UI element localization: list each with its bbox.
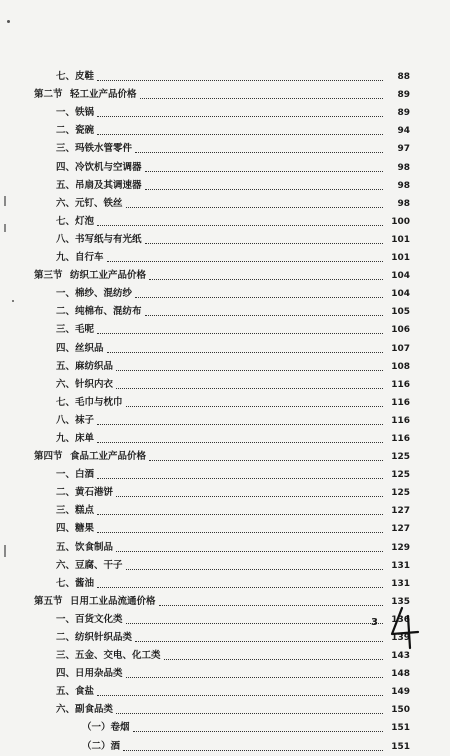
toc-page-number: 135: [391, 596, 410, 607]
toc-entry-number: 第三节: [34, 270, 63, 282]
dot-leader: [97, 478, 383, 479]
toc-entry-number: 第二节: [34, 89, 63, 101]
toc-entry-number: （一）: [82, 722, 111, 734]
toc-page-number: 131: [391, 578, 410, 589]
dot-leader: [97, 424, 383, 425]
toc-entry: [34, 231, 410, 249]
toc-entry: [34, 719, 410, 737]
toc-page-number: 98: [397, 180, 410, 191]
toc-entry: [34, 502, 410, 520]
toc-entry: [34, 394, 410, 412]
toc-entry-number: 六、: [56, 378, 76, 390]
dot-leader: [97, 225, 383, 226]
dot-leader: [116, 713, 383, 714]
toc-entry-number: 四、: [56, 668, 76, 680]
toc-entry: [34, 213, 410, 231]
toc-entry-title: 轻工业产品价格: [70, 89, 137, 101]
toc-page-number: 125: [391, 470, 410, 481]
dot-leader: [149, 279, 383, 280]
toc-entry-number: （二）: [82, 740, 111, 752]
toc-entry: [34, 195, 410, 213]
toc-page-number: 116: [391, 397, 410, 408]
toc-entry: [34, 122, 410, 140]
scan-gutter-mark: [4, 196, 6, 206]
toc-entry: [34, 737, 410, 755]
scan-gutter-mark: [4, 545, 6, 557]
toc-entry-title: 纯棉布、混纺布: [75, 306, 142, 318]
toc-section-heading: [34, 267, 410, 285]
toc-entry-title: 豆腐、干子: [75, 559, 123, 571]
dot-leader: [133, 731, 383, 732]
toc-entry-number: 六、: [56, 704, 76, 716]
toc-page-number: 116: [391, 433, 410, 444]
toc-page-number: 98: [397, 198, 410, 209]
toc-entry-number: 二、: [56, 632, 76, 643]
toc-entry-title: 白酒: [75, 469, 95, 481]
dot-leader: [116, 370, 383, 371]
toc-entry-number: 一、: [56, 107, 76, 119]
toc-entry: [34, 683, 410, 701]
toc-entry: [34, 520, 410, 538]
toc-entry-title: 五金、交电、化工类: [75, 650, 161, 662]
toc-entry-number: 七、: [56, 396, 76, 408]
toc-page-number: 104: [391, 289, 410, 300]
toc-entry-number: 八、: [56, 414, 76, 426]
toc-entry-title: 糕点: [75, 505, 95, 517]
dot-leader: [116, 496, 383, 497]
toc-page-number: 89: [397, 90, 410, 101]
toc-entry: [34, 249, 410, 267]
toc-entry-number: 五、: [56, 179, 76, 191]
dot-leader: [135, 641, 383, 642]
toc-page-number: 100: [391, 216, 410, 227]
toc-entry: [34, 647, 410, 665]
toc-page-number: 105: [391, 307, 410, 318]
handwritten-page-mark: [388, 606, 422, 650]
toc-entry: [34, 701, 410, 719]
dot-leader: [97, 514, 383, 515]
toc-entry-number: 九、: [56, 432, 76, 444]
dot-leader: [140, 98, 383, 99]
toc-entry: [34, 339, 410, 357]
toc-entry: [34, 665, 410, 683]
toc-page-number: 151: [391, 723, 410, 734]
toc-entry-title: 食盐: [75, 686, 95, 698]
toc-entry-title: 棉纱、混纺纱: [75, 288, 133, 300]
dot-leader: [97, 442, 383, 443]
toc-entry: [34, 466, 410, 484]
toc-entry-number: 二、: [56, 306, 76, 318]
toc-entry-number: 四、: [56, 161, 76, 173]
toc-entry-number: 六、: [56, 559, 76, 571]
toc-page-number: 107: [391, 343, 410, 354]
dot-leader: [97, 80, 383, 81]
toc-entry-number: 三、: [56, 324, 76, 336]
dot-leader: [97, 134, 383, 135]
toc-entry-title: 酱油: [75, 577, 95, 589]
toc-entry-number: 五、: [56, 360, 76, 372]
toc-entry-title: 毛呢: [75, 324, 95, 336]
toc-entry-number: 四、: [56, 342, 76, 354]
dot-leader: [123, 750, 383, 751]
scan-speck: [7, 20, 10, 23]
dot-leader: [126, 406, 383, 407]
dot-leader: [97, 116, 383, 117]
toc-entry-number: 二、: [56, 487, 76, 499]
dot-leader: [135, 297, 383, 298]
toc-page-number: 139: [391, 633, 410, 643]
toc-entry-number: 一、: [56, 613, 76, 625]
toc-page-number: 129: [391, 542, 410, 553]
page-number: 3: [371, 617, 378, 628]
toc-entry-title: 纺织针织品类: [75, 632, 133, 643]
toc-entry-number: 三、: [56, 650, 76, 662]
toc-entry: [34, 611, 410, 629]
dot-leader: [145, 243, 383, 244]
toc-page-number: 104: [391, 271, 410, 282]
toc-entry-number: 第四节: [34, 451, 63, 463]
toc-entry-title: 冷饮机与空调器: [75, 161, 142, 173]
dot-leader: [107, 352, 383, 353]
toc-entry-number: 九、: [56, 252, 76, 264]
toc-page-number: 116: [391, 415, 410, 426]
toc-page-number: 136: [391, 614, 410, 625]
toc-entry-title: 皮鞋: [75, 71, 95, 83]
toc-page-number: 98: [397, 162, 410, 173]
toc-page-number: 108: [391, 361, 410, 372]
toc-page-number: 116: [391, 379, 410, 390]
toc-entry-title: 铁锅: [75, 107, 95, 119]
dot-leader: [145, 189, 383, 190]
toc-entry-title: 饮食制品: [75, 541, 114, 553]
dot-leader: [116, 388, 383, 389]
dot-leader: [126, 623, 383, 624]
dot-leader: [126, 677, 383, 678]
toc-entry: [34, 104, 410, 122]
toc-entry-title: 麻纺织品: [75, 360, 114, 372]
toc-entry-title: 元钉、铁丝: [75, 197, 123, 209]
dot-leader: [97, 333, 383, 334]
toc-page-number: 94: [397, 126, 410, 137]
toc-entry: [34, 412, 410, 430]
toc-entry-number: 一、: [56, 469, 76, 481]
toc-entry: [34, 629, 410, 647]
toc-entry: [34, 430, 410, 448]
dot-leader: [135, 152, 383, 153]
dot-leader: [159, 605, 383, 606]
toc-entry-title: 百货文化类: [75, 613, 123, 625]
toc-page-number: 88: [397, 72, 410, 83]
toc-entry-title: 日用杂品类: [75, 668, 123, 680]
toc-entry-title: 黄石港饼: [75, 487, 114, 499]
dot-leader: [116, 551, 383, 552]
dot-leader: [149, 460, 383, 461]
dot-leader: [164, 659, 383, 660]
toc-entry-title: 灯泡: [75, 215, 95, 227]
toc-entry-number: 四、: [56, 523, 76, 535]
toc-page-number: 89: [397, 108, 410, 119]
toc-entry-number: 八、: [56, 233, 76, 245]
toc-entry-title: 袜子: [75, 414, 95, 426]
toc-entry: [34, 376, 410, 394]
toc-entry-number: 六、: [56, 197, 76, 209]
toc-entry-number: 三、: [56, 143, 76, 155]
dot-leader: [107, 261, 383, 262]
scan-gutter-mark: [4, 224, 6, 232]
dot-leader: [97, 587, 383, 588]
toc-page-number: 125: [391, 488, 410, 499]
toc-entry-title: 酒: [110, 740, 121, 752]
toc-entry-title: 糖果: [75, 523, 95, 535]
toc-entry: [34, 538, 410, 556]
toc-entry: [34, 321, 410, 339]
toc-page-number: 97: [397, 144, 410, 155]
toc-entry: [34, 158, 410, 176]
toc-page-number: 106: [391, 325, 410, 336]
toc-page-number: 125: [391, 452, 410, 463]
toc-entry-title: 吊扇及其调速器: [75, 179, 142, 191]
toc-entry: [34, 575, 410, 593]
toc-entry-title: 自行车: [75, 252, 104, 264]
toc-section-heading: [34, 448, 410, 466]
dot-leader: [126, 569, 383, 570]
toc-entry: [34, 557, 410, 575]
toc-entry-title: 纺织工业产品价格: [70, 270, 147, 282]
toc-entry: [34, 358, 410, 376]
dot-leader: [97, 532, 383, 533]
toc-page-number: 101: [391, 234, 410, 245]
toc-section-heading: [34, 86, 410, 104]
toc-page-number: 131: [391, 560, 410, 571]
toc-entry-title: 卷烟: [110, 722, 130, 734]
toc-page-number: 127: [391, 506, 410, 517]
scan-speck: [12, 300, 14, 302]
toc-entry-number: 第五节: [34, 595, 63, 607]
toc-entry-number: 二、: [56, 125, 76, 137]
table-of-contents: [34, 68, 410, 756]
toc-page-number: 127: [391, 524, 410, 535]
toc-entry: [34, 484, 410, 502]
toc-entry-title: 毛巾与枕巾: [75, 396, 123, 408]
toc-page-number: 151: [391, 741, 410, 752]
dot-leader: [145, 315, 383, 316]
toc-page-number: 101: [391, 253, 410, 264]
toc-entry-title: 玛铁水管零件: [75, 143, 133, 155]
toc-page-number: 150: [391, 705, 410, 716]
toc-entry-title: 食品工业产品价格: [70, 451, 147, 463]
toc-entry-number: 三、: [56, 505, 76, 517]
dot-leader: [145, 171, 383, 172]
toc-page-number: 149: [391, 687, 410, 698]
toc-entry-title: 瓷碗: [75, 125, 95, 137]
toc-entry: [34, 68, 410, 86]
toc-entry-number: 一、: [56, 288, 76, 300]
dot-leader: [126, 207, 383, 208]
toc-entry-title: 副食品类: [75, 704, 114, 716]
toc-entry-title: 丝织品: [75, 342, 104, 354]
toc-section-heading: [34, 593, 410, 611]
toc-entry-number: 五、: [56, 541, 76, 553]
toc-page-number: 143: [391, 651, 410, 662]
toc-entry-title: 针织内衣: [75, 378, 114, 390]
toc-entry-title: 床单: [75, 432, 95, 444]
toc-entry: [34, 177, 410, 195]
toc-entry-number: 七、: [56, 215, 76, 227]
toc-entry: [34, 140, 410, 158]
toc-entry-title: 书写纸与有光纸: [75, 233, 142, 245]
toc-entry-number: 七、: [56, 577, 76, 589]
toc-page-number: 148: [391, 669, 410, 680]
dot-leader: [97, 695, 383, 696]
toc-entry: [34, 285, 410, 303]
toc-entry-number: 五、: [56, 686, 76, 698]
toc-entry: [34, 303, 410, 321]
toc-entry-number: 七、: [56, 71, 76, 83]
toc-entry-title: 日用工业品流通价格: [70, 595, 156, 607]
